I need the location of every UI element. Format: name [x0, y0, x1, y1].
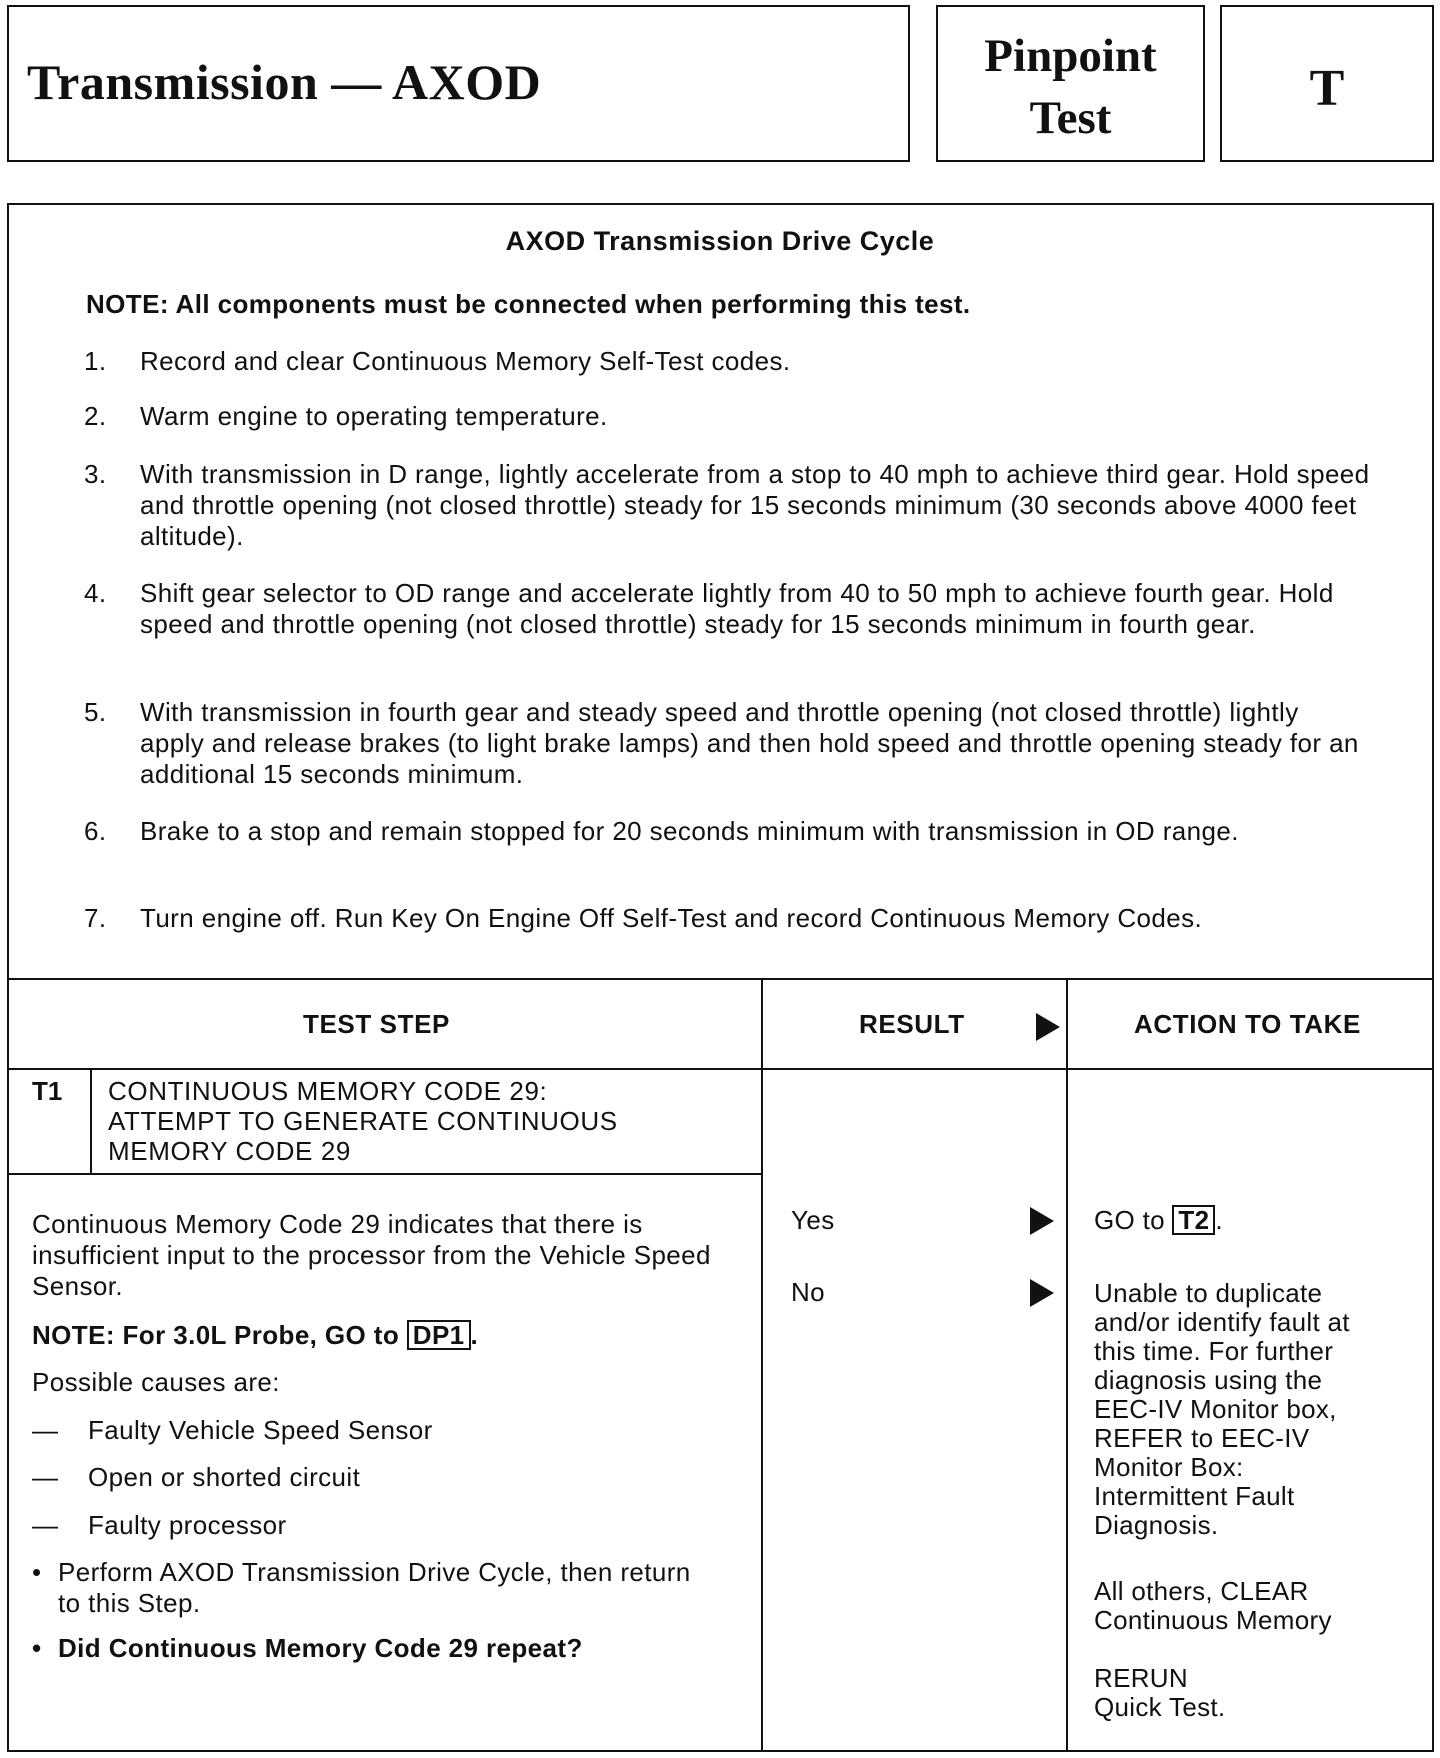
bullet-question: Did Continuous Memory Code 29 repeat? [58, 1633, 583, 1663]
action-others-line: Continuous Memory [1094, 1605, 1332, 1635]
bullet-text: Perform AXOD Transmission Drive Cycle, then return to this Step. [58, 1557, 691, 1618]
action-no-line: this time. For further [1094, 1336, 1334, 1366]
result-arrow-icon [1036, 1013, 1060, 1041]
step-text: Record and clear Continuous Memory Self-Test codes. [140, 346, 791, 376]
step-number: 4. [84, 578, 107, 608]
step-number: 5. [84, 697, 107, 727]
action-yes-ref[interactable]: T2 [1172, 1205, 1215, 1235]
bullet-item [32, 1633, 742, 1664]
section-box [936, 5, 1205, 162]
table-header-rule [7, 1068, 1434, 1070]
action-rerun [1094, 1664, 1424, 1722]
step-text: With transmission in D range, lightly accelerate from a stop to 40 mph to achieve third gear. Hold speed and throttle opening (not closed throttle) steady for 15 seconds minimum (30 seconds above 4000 feet altitude). [140, 459, 1370, 551]
drive-cycle-note: NOTE: All components must be connected when performing this test. [86, 289, 971, 319]
step-note [32, 1320, 742, 1351]
step-text: With transmission in fourth gear and steady speed and throttle opening (not closed throttle) lightly apply and release brakes (to light brake lamps) and then hold speed and throttle opening steady for an additional 15 seconds minimum. [140, 697, 1359, 789]
action-others-line: All others, CLEAR [1094, 1576, 1309, 1606]
step-number: 1. [84, 346, 107, 376]
step-title-line: CONTINUOUS MEMORY CODE 29: [108, 1076, 548, 1106]
step-note-ref[interactable]: DP1 [407, 1320, 471, 1350]
column-header-result: RESULT [859, 1009, 965, 1039]
column-divider-action [1066, 978, 1068, 1752]
step-id-divider [90, 1068, 92, 1174]
column-divider-result [761, 978, 763, 1752]
action-no-line: and/or identify fault at [1094, 1307, 1350, 1337]
cause-item: — Faulty processor [32, 1510, 287, 1540]
no-arrow-icon [1030, 1279, 1054, 1307]
action-yes-suffix: . [1215, 1205, 1223, 1235]
cause-item: — Open or shorted circuit [32, 1462, 361, 1492]
result-yes: Yes [791, 1205, 835, 1235]
drive-cycle-title: AXOD Transmission Drive Cycle [505, 226, 935, 256]
causes-label: Possible causes are: [32, 1367, 280, 1397]
step-title-line: ATTEMPT TO GENERATE CONTINUOUS [108, 1106, 618, 1136]
step-number: 2. [84, 401, 107, 431]
step-text: Shift gear selector to OD range and accelerate lightly from 40 to 50 mph to achieve fourth gear. Hold speed and throttle opening (not closed throttle) steady for 15 seconds minimum in fourth gear. [140, 578, 1334, 639]
test-letter: T [1309, 60, 1345, 117]
yes-arrow-icon [1030, 1207, 1054, 1235]
cause-text: Faulty Vehicle Speed Sensor [88, 1415, 433, 1445]
action-yes [1094, 1205, 1424, 1235]
section-label-line2: Test [1029, 92, 1112, 144]
section-label-line1: Pinpoint [984, 30, 1157, 82]
action-no [1094, 1279, 1424, 1540]
action-no-line: Monitor Box: [1094, 1452, 1244, 1482]
bullet-icon: • [32, 1633, 42, 1663]
bullet-item [32, 1557, 742, 1619]
step-text: Warm engine to operating temperature. [140, 401, 608, 431]
cause-text: Open or shorted circuit [88, 1462, 361, 1492]
title-box [7, 5, 910, 162]
test-letter-box [1220, 5, 1434, 162]
page-title: Transmission — AXOD [27, 54, 542, 110]
step-note-suffix: . [470, 1320, 479, 1350]
action-others [1094, 1577, 1424, 1635]
step-number: 6. [84, 816, 107, 846]
column-header-action: ACTION TO TAKE [1134, 1009, 1361, 1039]
action-rerun-line: Quick Test. [1094, 1692, 1226, 1722]
result-no: No [791, 1277, 826, 1307]
action-yes-text: GO to [1094, 1205, 1165, 1235]
table-top-rule [7, 978, 1434, 980]
step-title-rule [7, 1173, 762, 1175]
step-id: T1 [32, 1076, 63, 1106]
cause-item: — Faulty Vehicle Speed Sensor [32, 1415, 433, 1445]
step-number: 3. [84, 459, 107, 489]
step-number: 7. [84, 903, 107, 933]
action-no-line: Unable to duplicate [1094, 1278, 1323, 1308]
action-no-line: Intermittent Fault [1094, 1481, 1295, 1511]
action-no-line: Diagnosis. [1094, 1510, 1219, 1540]
step-title-line: MEMORY CODE 29 [108, 1136, 351, 1166]
step-title [108, 1076, 748, 1166]
step-intro: Continuous Memory Code 29 indicates that there is insufficient input to the processor from the Vehicle Speed Sensor. [32, 1209, 711, 1301]
bullet-icon: • [32, 1557, 42, 1587]
step-text: Brake to a stop and remain stopped for 20 seconds minimum with transmission in OD range. [140, 816, 1239, 846]
action-no-line: REFER to EEC-IV [1094, 1423, 1310, 1453]
cause-text: Faulty processor [88, 1510, 287, 1540]
step-text: Turn engine off. Run Key On Engine Off Self-Test and record Continuous Memory Codes. [140, 903, 1203, 933]
action-no-line: EEC-IV Monitor box, [1094, 1394, 1337, 1424]
column-header-test-step: TEST STEP [303, 1009, 450, 1039]
action-rerun-line: RERUN [1094, 1663, 1188, 1693]
step-note-text: NOTE: For 3.0L Probe, GO to [32, 1320, 400, 1350]
action-no-line: diagnosis using the [1094, 1365, 1323, 1395]
